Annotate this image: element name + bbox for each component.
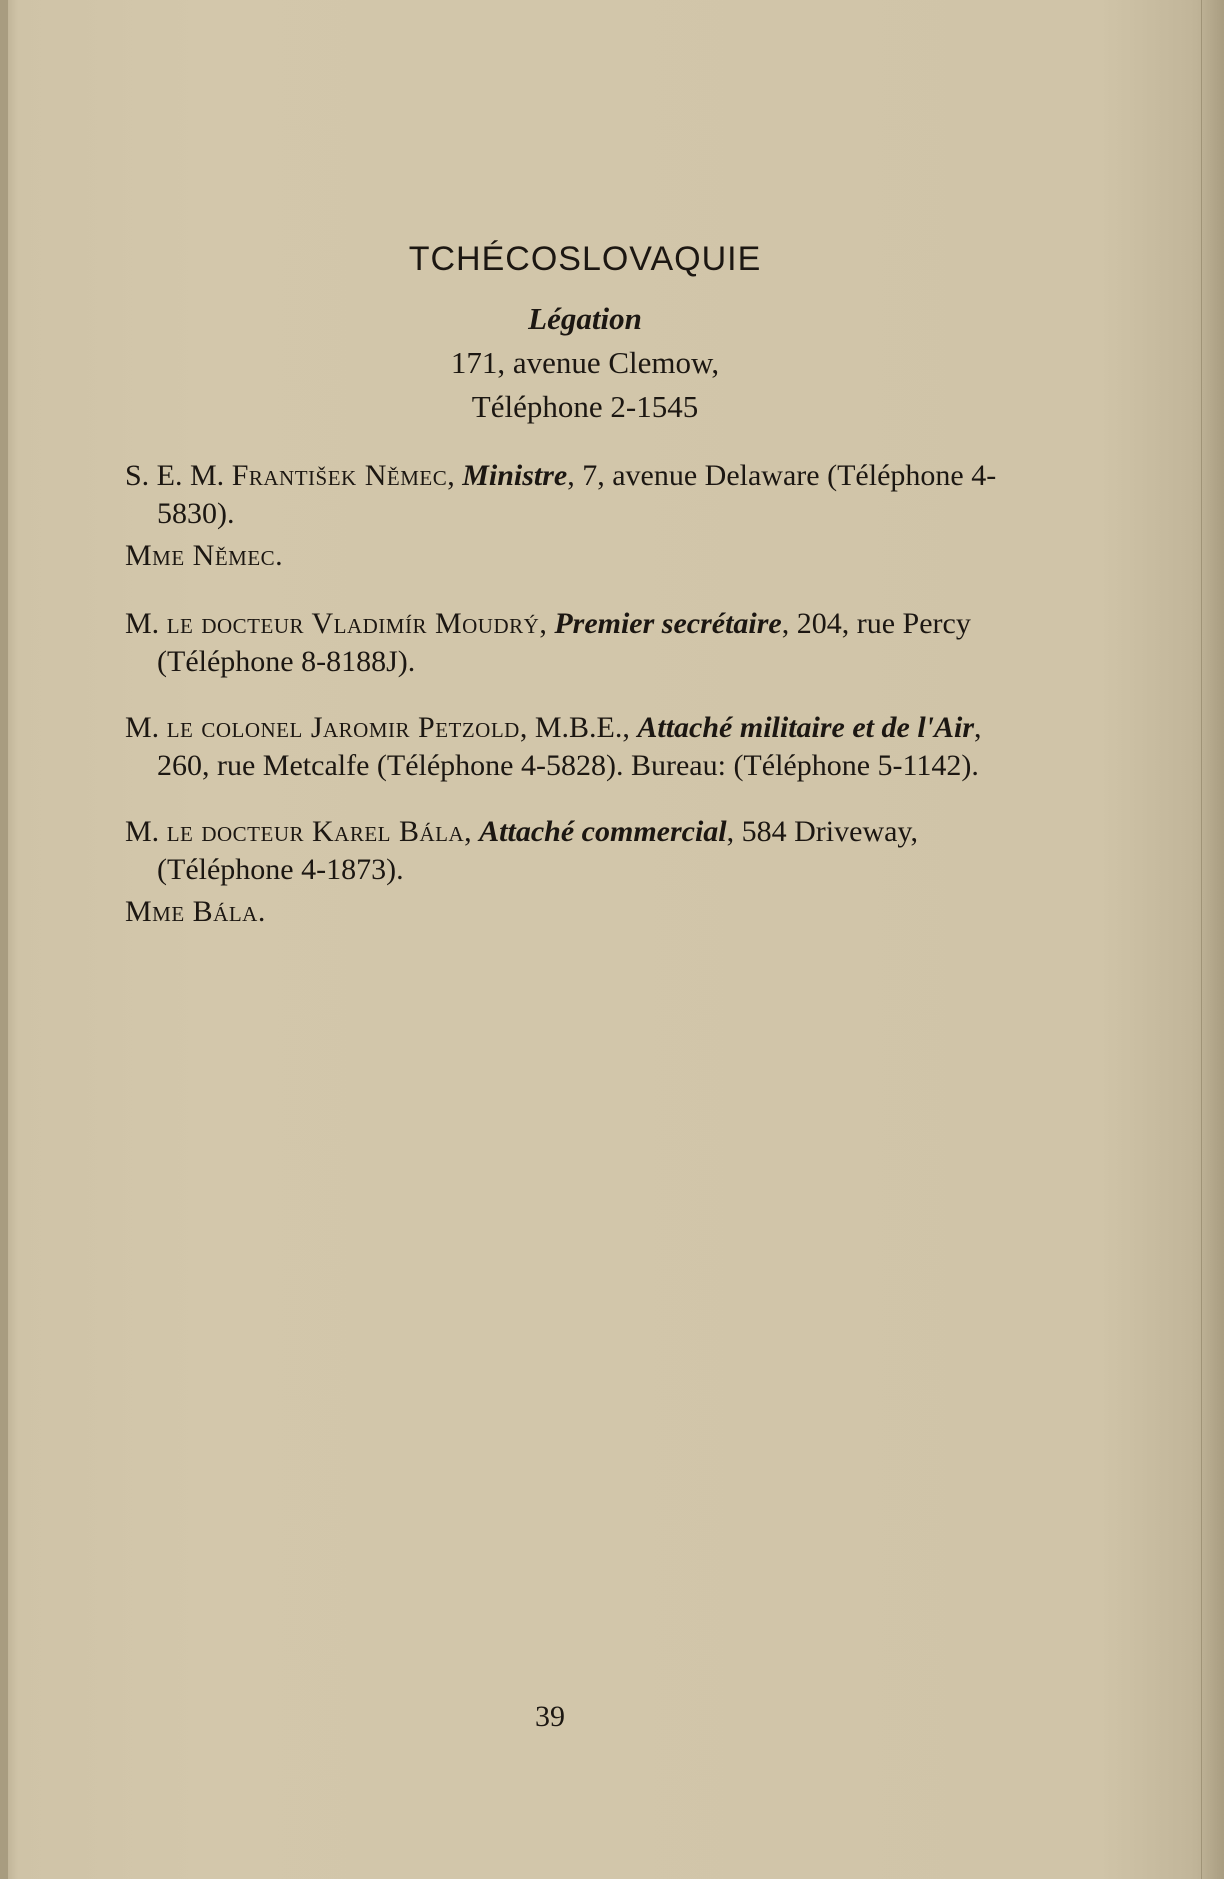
staff-entry: M. le docteur Vladimír Moudrý, Premier secrétaire, 204, rue Percy (Téléphone 8-8188J).	[125, 607, 971, 678]
entry-prefix: M.	[125, 711, 167, 744]
staff-entry: M. le docteur Karel Bála, Attaché commercial, 584 Driveway, (Téléphone 4-1873).	[125, 815, 918, 886]
staff-address: , 204, rue Percy (Téléphone 8-8188J).	[157, 607, 971, 678]
legation-address: 171, avenue Clemow,	[450, 345, 720, 380]
staff-title: Ministre	[462, 459, 568, 492]
page-right-edge	[1201, 0, 1224, 1879]
staff-entry: S. E. M. František Němec, Ministre, 7, avenue Delaware (Téléphone 4-5830).	[125, 459, 997, 530]
staff-name: le docteur Vladimír Moudrý	[166, 607, 540, 640]
entry-prefix: S. E. M.	[125, 459, 232, 492]
entry-prefix: M.	[125, 815, 167, 848]
page-number: 39	[535, 1700, 565, 1733]
staff-list	[125, 457, 1005, 931]
spouse-name: Mme Bála.	[125, 895, 266, 928]
page-left-edge	[0, 0, 8, 1879]
directory-content	[125, 240, 1005, 961]
country-heading: TCHÉCOSLOVAQUIE	[408, 240, 762, 278]
legation-phone: Téléphone 2-1545	[471, 389, 699, 424]
staff-honours: , M.B.E.,	[519, 711, 638, 744]
staff-title: Attaché militaire et de l'Air	[637, 711, 975, 744]
staff-name: le docteur Karel Bála	[166, 815, 465, 848]
staff-title: Attaché commercial	[479, 815, 727, 848]
staff-entry	[125, 709, 1005, 785]
staff-name: le colonel Jaromir Petzold	[166, 711, 520, 744]
entry-prefix: M.	[125, 607, 167, 640]
legation-subtitle: Légation	[528, 301, 642, 336]
spouse-name: Mme Němec.	[125, 539, 284, 572]
staff-address: , 7, avenue Delaware (Téléphone 4-5830).	[157, 459, 997, 530]
staff-address: , 260, rue Metcalfe (Téléphone 4-5828). Bureau: (Téléphone 5-1142).	[157, 711, 982, 782]
staff-name: František Němec	[231, 459, 448, 492]
staff-title: Premier secrétaire	[554, 607, 782, 640]
staff-address: , 584 Driveway, (Téléphone 4-1873).	[157, 815, 918, 886]
